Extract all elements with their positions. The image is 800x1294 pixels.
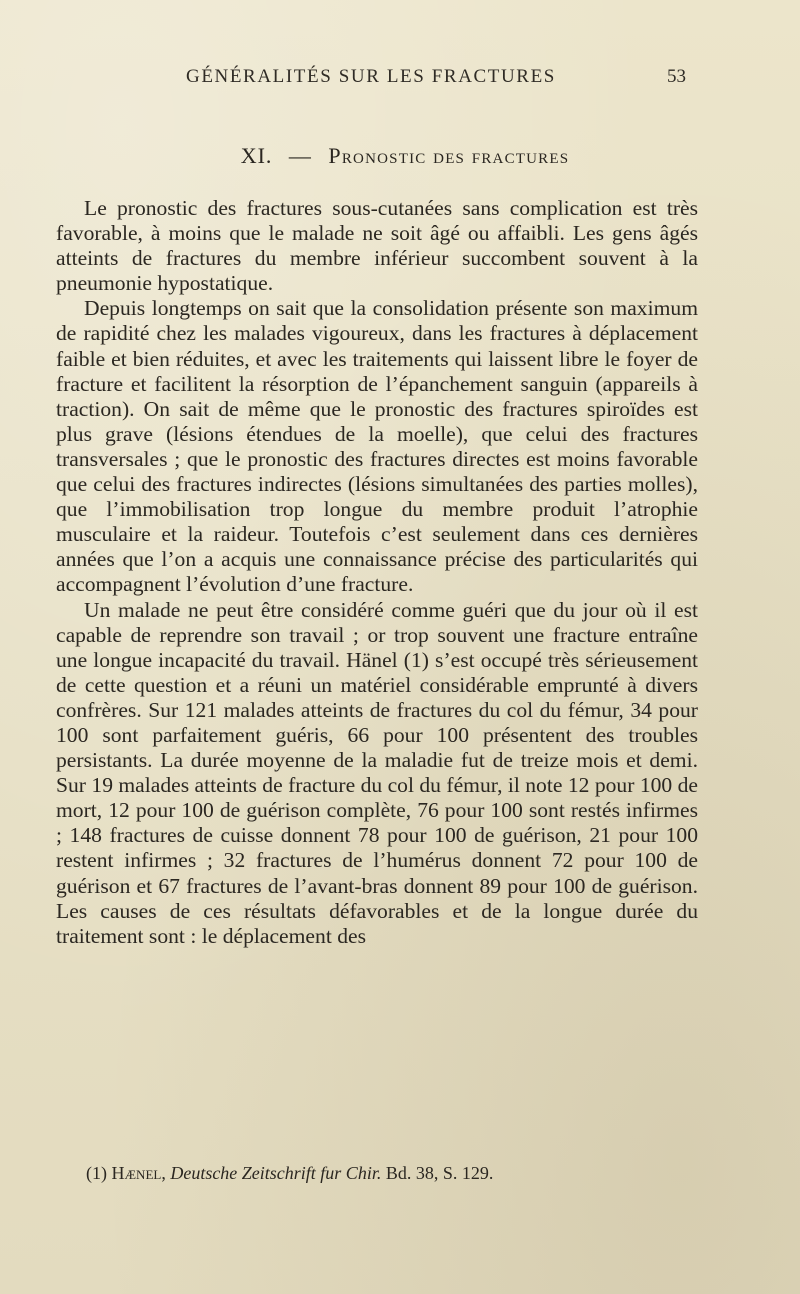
footnote-reference: Bd. 38, S. 129. <box>385 1163 494 1183</box>
running-title: GÉNÉRALITÉS SUR LES FRACTURES <box>186 66 556 87</box>
running-head <box>186 66 686 96</box>
paragraph-hanel-statistics: Un malade ne peut être considéré comme guéri que du jour où il est capable de reprendre son travail ; or trop souvent une fracture entraîne une longue incapacité du travail. Hänel (1) s’est occupé très sérieusement de cette question et a réuni un matériel considérable emprunté à divers confrères. Sur 121 malades atteints de fractures du col du fémur, 34 pour 100 sont parfaitement guéris, 66 pour 100 présentent des troubles persistants. La durée moyenne de la maladie fut de treize mois et demi. Sur 19 malades atteints de fracture du col du fémur, il note 12 pour 100 de mort, 12 pour 100 de guérison complète, 76 pour 100 sont restés infirmes ; 148 fractures de cuisse donnent 78 pour 100 de guérison, 21 pour 100 restent infirmes ; 32 fractures de l’humérus donnent 72 pour 100 de guérison et 67 fractures de l’avant-bras donnent 89 pour 100 de guérison. Les causes de ces résultats défavorables et de la longue durée du traitement sont : le déplacement des <box>56 597 698 948</box>
footnote <box>86 1163 706 1184</box>
section-heading <box>0 143 800 169</box>
paragraph-consolidation: Depuis longtemps on sait que la consolidation présente son maximum de rapidité chez les malades vigoureux, dans les fractures à déplacement faible et bien réduites, et avec les traitements qui laissent libre le foyer de fracture et facilitent la résorption de l’épanchement sanguin (appareils à traction). On sait de même que le pronostic des fractures spiroïdes est plus grave (lésions étendues de la moelle), que celui des fractures transversales ; que le pronostic des fractures directes est moins favorable que celui des fractures indirectes (lésions simultanées des parties molles), que l’immobilisation trop longue du membre produit l’atrophie musculaire et la raideur. Toutefois c’est seulement dans ces dernières années que l’on a acquis une connaissance précise des particularités qui accompagnent l’évolution d’une fracture. <box>56 296 698 597</box>
footnote-author: Hænel, <box>111 1163 166 1183</box>
footnote-journal: Deutsche Zeitschrift fur Chir. <box>170 1163 382 1183</box>
paragraph-prognosis-intro: Le pronostic des fractures sous-cutanées sans complication est très favorable, à moins que le malade ne soit âgé ou affaibli. Les gens âgés atteints de fractures du membre inférieur succombent souvent à la pneumonie hypostatique. <box>56 196 698 296</box>
section-title: Pronostic des fractures <box>328 143 570 168</box>
section-dash: — <box>288 143 312 168</box>
footnote-marker: (1) <box>86 1163 107 1183</box>
page-number: 53 <box>667 66 686 87</box>
section-number: XI. <box>240 143 273 168</box>
body-text <box>56 196 698 949</box>
